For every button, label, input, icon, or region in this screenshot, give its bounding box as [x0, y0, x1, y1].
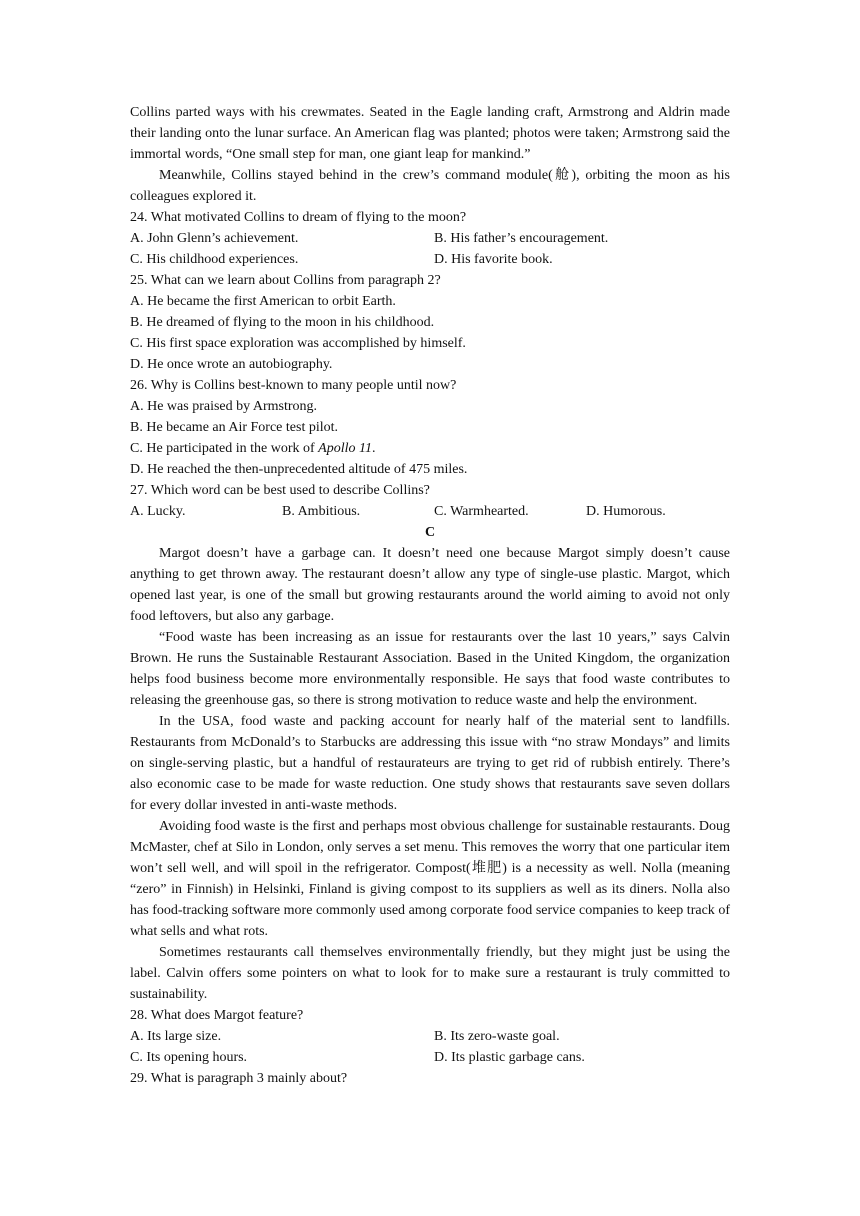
question-stem: 28. What does Margot feature? — [130, 1008, 304, 1023]
option-d: D. Its plastic garbage cans. — [434, 1050, 585, 1065]
option-row — [130, 249, 730, 270]
option-c: C. His childhood experiences. — [130, 252, 299, 267]
option-a: A. John Glenn’s achievement. — [130, 231, 299, 246]
option-b: B. He dreamed of flying to the moon in his childhood. — [130, 315, 435, 330]
option-c: C. Warmhearted. — [434, 504, 529, 519]
option-d: D. He once wrote an autobiography. — [130, 357, 333, 372]
option-a: A. He was praised by Armstrong. — [130, 399, 318, 414]
option-c — [130, 438, 730, 459]
question-stem: 24. What motivated Collins to dream of flying to the moon? — [130, 210, 467, 225]
option-c: C. Its opening hours. — [130, 1050, 248, 1065]
document-page — [130, 102, 730, 1089]
passage-paragraph: Collins parted ways with his crewmates. Seated in the Eagle landing craft, Armstrong and Aldrin made their landing onto the lunar surface. An American flag was planted; photos were taken; Armstrong said the immortal words, “One small step for man, one giant leap for mankind.” — [130, 105, 730, 162]
question-stem: 27. Which word can be best used to describe Collins? — [130, 483, 430, 498]
question-stem: 29. What is paragraph 3 mainly about? — [130, 1071, 348, 1086]
option-b: B. He became an Air Force test pilot. — [130, 420, 338, 435]
question-24 — [130, 207, 730, 270]
option-c-text: C. He participated in the work of — [130, 441, 319, 456]
option-row — [130, 1026, 730, 1047]
option-row — [130, 501, 730, 522]
option-a: A. Lucky. — [130, 504, 186, 519]
question-stem: 25. What can we learn about Collins from paragraph 2? — [130, 273, 441, 288]
question-27 — [130, 480, 730, 522]
section-heading: C — [424, 525, 436, 540]
passage-paragraph: “Food waste has been increasing as an issue for restaurants over the last 10 years,” says Calvin Brown. He runs the Sustainable Restaurant Association. Based in the United Kingdom, the organization helps food business become more environmentally responsible. He says that food waste contributes to releasing the greenhouse gas, so there is strong motivation to reduce waste and help the environment. — [130, 630, 730, 708]
option-d: D. He reached the then-unprecedented altitude of 475 miles. — [130, 462, 468, 477]
passage-paragraph: Sometimes restaurants call themselves environmentally friendly, but they might just be using the label. Calvin offers some pointers on what to look for to make sure a restaurant is truly committed to sustainability. — [130, 945, 730, 1002]
question-stem: 26. Why is Collins best-known to many people until now? — [130, 378, 457, 393]
passage-paragraph: Avoiding food waste is the first and perhaps most obvious challenge for sustainable restaurants. Doug McMaster, chef at Silo in London, only serves a set menu. This removes the worry that one particular item won’t sell well, and will spoil in the refrigerator. Compost(堆肥) is a necessity as well. Nolla (meaning “zero” in Finnish) in Helsinki, Finland is giving compost to its suppliers as well as its diners. Nolla also has food-tracking software more commonly used among corporate food service companies to keep track of what sells and what rots. — [130, 819, 730, 939]
question-29 — [130, 1068, 730, 1089]
question-26 — [130, 375, 730, 480]
option-b: B. Ambitious. — [282, 504, 361, 519]
option-c: C. His first space exploration was accomplished by himself. — [130, 336, 466, 351]
passage-paragraph: In the USA, food waste and packing account for nearly half of the material sent to landfills. Restaurants from McDonald’s to Starbucks are addressing this issue with “no straw Mondays” and limits on single-serving plastic, but a handful of restaurateurs are trying to get rid of rubbish entirely. There’s also economic case to be made for waste reduction. One study shows that restaurants save seven dollars for every dollar invested in anti-waste methods. — [130, 714, 730, 813]
question-25 — [130, 270, 730, 375]
mission-name: Apollo 11 — [318, 441, 372, 456]
option-b: B. Its zero-waste goal. — [434, 1029, 560, 1044]
option-d: D. His favorite book. — [434, 252, 553, 267]
passage-paragraph: Margot doesn’t have a garbage can. It doesn’t need one because Margot simply doesn’t cause anything to get thrown away. The restaurant doesn’t allow any type of single-use plastic. Margot, which opened last year, is one of the small but growing restaurants around the world aiming to avoid not only food leftovers, but also any garbage. — [130, 546, 730, 624]
option-row — [130, 228, 730, 249]
option-a: A. He became the first American to orbit Earth. — [130, 294, 396, 309]
option-b: B. His father’s encouragement. — [434, 231, 609, 246]
question-28 — [130, 1005, 730, 1068]
passage-paragraph: Meanwhile, Collins stayed behind in the crew’s command module(舱), orbiting the moon as his colleagues explored it. — [130, 168, 730, 204]
option-a: A. Its large size. — [130, 1029, 222, 1044]
option-d: D. Humorous. — [586, 504, 666, 519]
option-c-period: . — [371, 441, 376, 456]
option-row — [130, 1047, 730, 1068]
